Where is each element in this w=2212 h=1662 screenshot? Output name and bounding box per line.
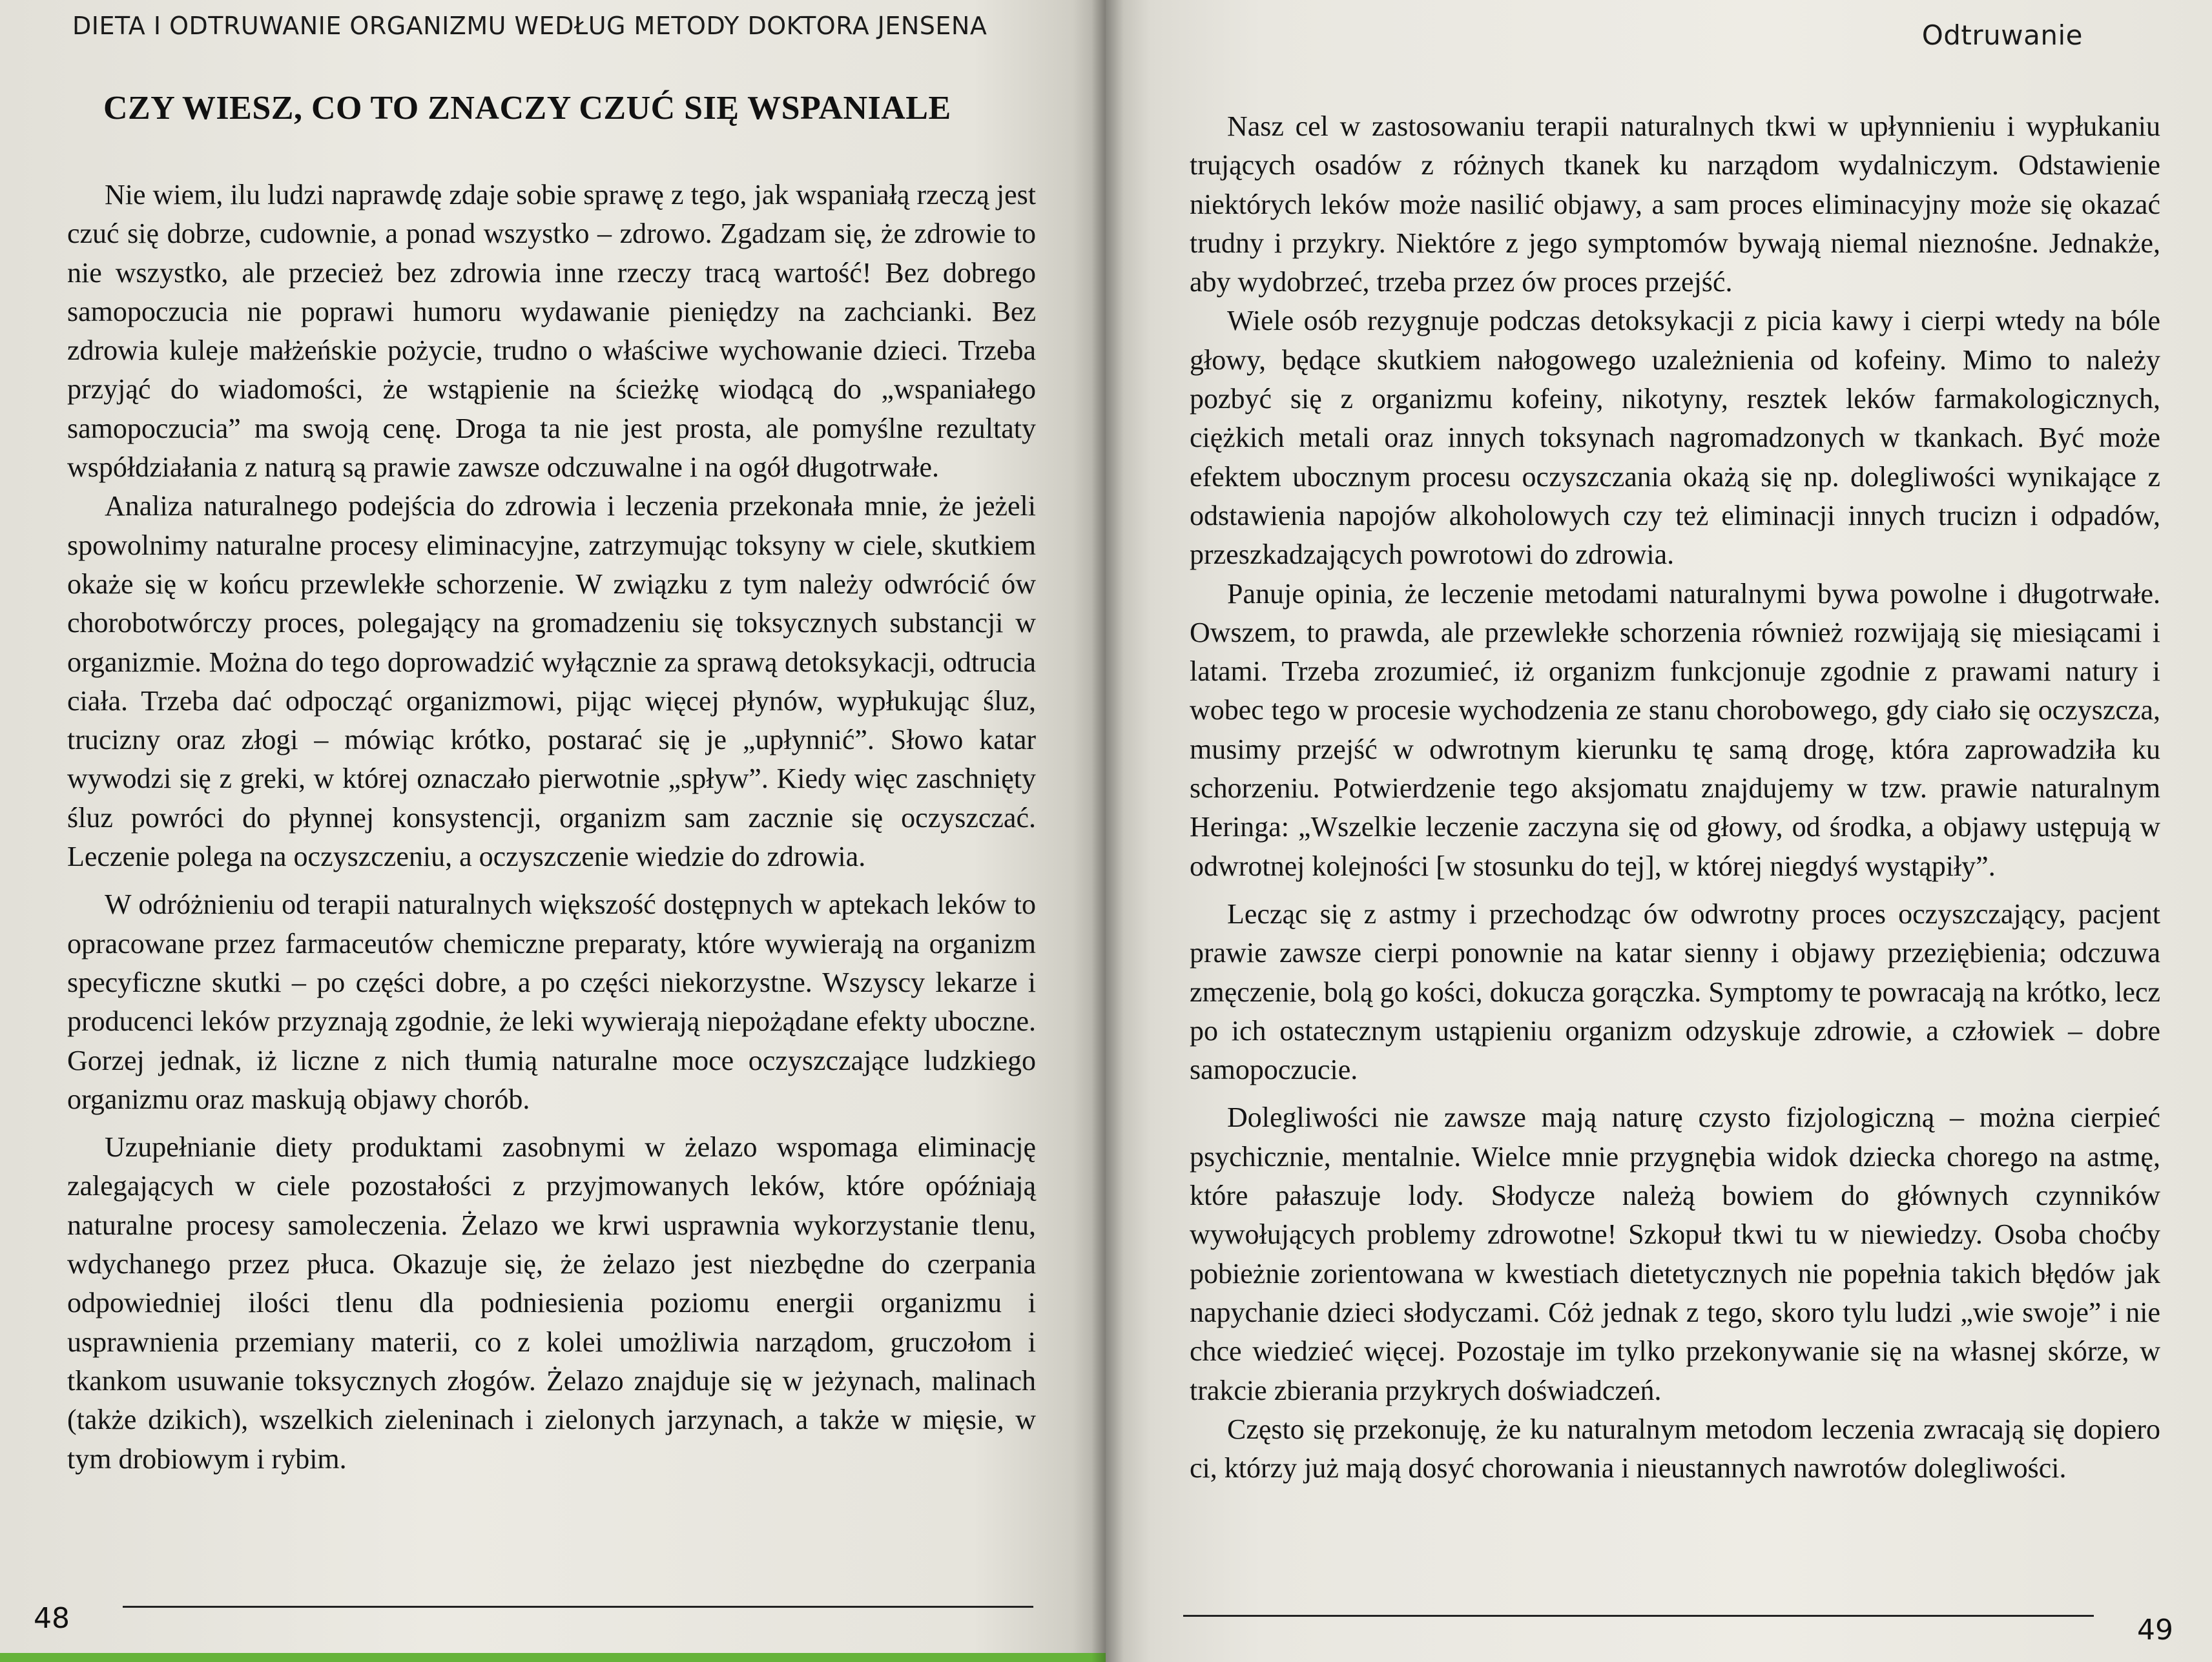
paragraph: Panuje opinia, że leczenie metodami naturalnymi bywa powolne i długotrwałe. Owszem, to prawda, ale przewlekłe schorzenia również rozwijają się miesiącami i latami. Trzeba zrozumieć, iż organizm funkcjonuje zgodnie z prawami natury i wobec tego w procesie wychodzenia ze stanu chorobowego, gdy ciało się oczyszcza, musimy przejść w odwrotnym kierunku tę samą drogę, która zaprowadziła ku schorzeniu. Potwierdzenie tego aksjomatu znajdujemy w tzw. prawie naturalnym Heringa: „Wszelkie leczenie zaczyna się od głowy, od środka, a objawy ustępują w odwrotnej kolejności [w stosunku do tej], w której niegdyś wystąpiły”.	[1190, 577, 2160, 882]
right-page	[1106, 0, 2212, 1662]
paragraph: Często się przekonuję, że ku naturalnym metodom leczenia zwracają się dopiero ci, którzy już mają dosyć chorowania i nieustannych nawrotów dolegliwości.	[1190, 1413, 2160, 1484]
book-gutter-shadow	[1091, 0, 1124, 1662]
paragraph: Lecząc się z astmy i przechodząc ów odwrotny proces oczyszczający, pacjent prawie zawsze cierpi ponownie na katar sienny i objawy przeziębienia; odczuwa zmęczenie, bolą go kości, dokucza gorączka. Symptomy te powracają na krótko, lecz po ich ostatecznym ustąpieniu organizm odzyskuje zdrowie, a człowiek – dobre samopoczucie.	[1190, 898, 2160, 1086]
running-head: Odtruwanie	[1921, 19, 2083, 51]
paragraph: W odróżnieniu od terapii naturalnych większość dostępnych w aptekach leków to opracowane przez farmaceutów chemiczne preparaty, które wywierają na organizm specyficzne skutki – po części dobre, a po części niekorzystne. Wszyscy lekarze i producenci leków przyznają zgodnie, że leki wywierają niepożądane efekty uboczne. Gorzej jednak, iż liczne z nich tłumią naturalne moce oczyszczające ludzkiego organizmu oraz maskują objawy chorób.	[67, 888, 1036, 1115]
footer-rule	[1183, 1615, 2094, 1617]
paragraph: Analiza naturalnego podejścia do zdrowia i leczenia przekonała mnie, że jeżeli spowolnimy naturalne procesy eliminacyjne, zatrzymując toksyny w ciele, skutkiem okaże się w końcu przewlekłe schorzenie. W związku z tym należy odwrócić ów chorobotwórczy proces, polegający na gromadzeniu się toksycznych substancji w organizmie. Można do tego doprowadzić wyłącznie za sprawą detoksykacji, odtrucia ciała. Trzeba dać odpocząć organizmowi, pijąc więcej płynów, wypłukując śluz, trucizny oraz złogi – mówiąc krótko, postarać się je „upłynnić”. Słowo katar wywodzi się z greki, w której oznaczało pierwotnie „spływ”. Kiedy więc zaschnięty śluz powróci do płynnej konsystencji, organizm sam zacznie się oczyszczać. Leczenie polega na oczyszczeniu, a oczyszczenie wiedzie do zdrowia.	[67, 490, 1036, 873]
paragraph: Uzupełnianie diety produktami zasobnymi w żelazo wspomaga eliminację zalegających w ciele pozostałości z przyjmowanych leków, które opóźniają naturalne procesy samoleczenia. Żelazo we krwi usprawnia wykorzystanie tlenu, wdychanego przez płuca. Okazuje się, że żelazo jest niezbędne do czerpania odpowiedniej ilości tlenu dla podniesienia poziomu energii organizmu i usprawnienia przemiany materii, co z kolei umożliwia narządom, gruczołom i tkankom usuwanie toksycznych złogów. Żelazo znajduje się w jeżynach, malinach (także dzikich), wszelkich zieleninach i zielonych jarzynach, a także w mięsie, w tym drobiowym i rybim.	[67, 1131, 1036, 1475]
page-number: 48	[34, 1602, 70, 1635]
paragraph: Nasz cel w zastosowaniu terapii naturalnych tkwi w upłynnieniu i wypłukaniu trujących osadów z różnych tkanek ku narządom wydalniczym. Odstawienie niektórych leków może nasilić objawy, a sam proces eliminacyjny może się okazać trudny i przykry. Niektóre z jego symptomów bywają niemal nieznośne. Jednakże, aby wydobrzeć, trzeba przez ów proces przejść.	[1190, 110, 2160, 298]
body-text	[67, 176, 1036, 1479]
paragraph: Nie wiem, ilu ludzi naprawdę zdaje sobie sprawę z tego, jak wspaniałą rzeczą jest czuć się dobrze, cudownie, a ponad wszystko – zdrowo. Zgadzam się, że zdrowie to nie wszystko, ale przecież bez zdrowia inne rzeczy tracą wartość! Bez dobrego samopoczucia nie poprawi humoru wydawanie pieniędzy na zachcianki. Bez zdrowia kuleje małżeńskie pożycie, trudno o właściwe wychowanie dzieci. Trzeba przyjąć do wiadomości, że wstąpienie na ścieżkę wiodącą do „wspaniałego samopoczucia” ma swoją cenę. Droga ta nie jest prosta, ale pomyślne rezultaty współdziałania z naturą są prawie zawsze odczuwalne i na ogół długotrwałe.	[67, 179, 1036, 484]
body-text	[1190, 107, 2160, 1488]
page-number: 49	[2137, 1614, 2173, 1647]
paragraph: Dolegliwości nie zawsze mają naturę czysto fizjologiczną – można cierpieć psychicznie, mentalnie. Wielce mnie przygnębia widok dziecka chorego na astmę, które pałaszuje lody. Słodycze należą bowiem do głównych czynników wywołujących problemy zdrowotne! Szkopuł tkwi tu w niewiedzy. Osoba choćby pobieżnie zorientowana w kwestiach dietetycznych nie popełnia takich błędów jak napychanie dzieci słodyczami. Cóż jednak z tego, skoro tylu ludzi „wie swoje” i nie chce wiedzieć więcej. Pozostaje im tylko przekonywanie się na własnej skórze, w trakcie zbierania przykrych doświadczeń.	[1190, 1102, 2160, 1406]
footer-rule	[123, 1606, 1033, 1608]
paragraph: Wiele osób rezygnuje podczas detoksykacji z picia kawy i cierpi wtedy na bóle głowy, będące skutkiem nałogowego uzależnienia od kofeiny. Mimo to należy pozbyć się z organizmu kofeiny, nikotyny, resztek leków farmakologicznych, ciężkich metali oraz innych toksynach nagromadzonych w tkankach. Być może efektem ubocznym procesu oczyszczania okażą się np. dolegliwości wynikające z odstawienia napojów alkoholowych czy też eliminacji innych trucizn i odpadów, przeszkadzających powrotowi do zdrowia.	[1190, 305, 2160, 571]
chapter-heading: CZY WIESZ, CO TO ZNACZY CZUĆ SIĘ WSPANIALE	[103, 90, 951, 127]
running-head: DIETA I ODTRUWANIE ORGANIZMU WEDŁUG METODY DOKTORA JENSENA	[72, 12, 987, 40]
